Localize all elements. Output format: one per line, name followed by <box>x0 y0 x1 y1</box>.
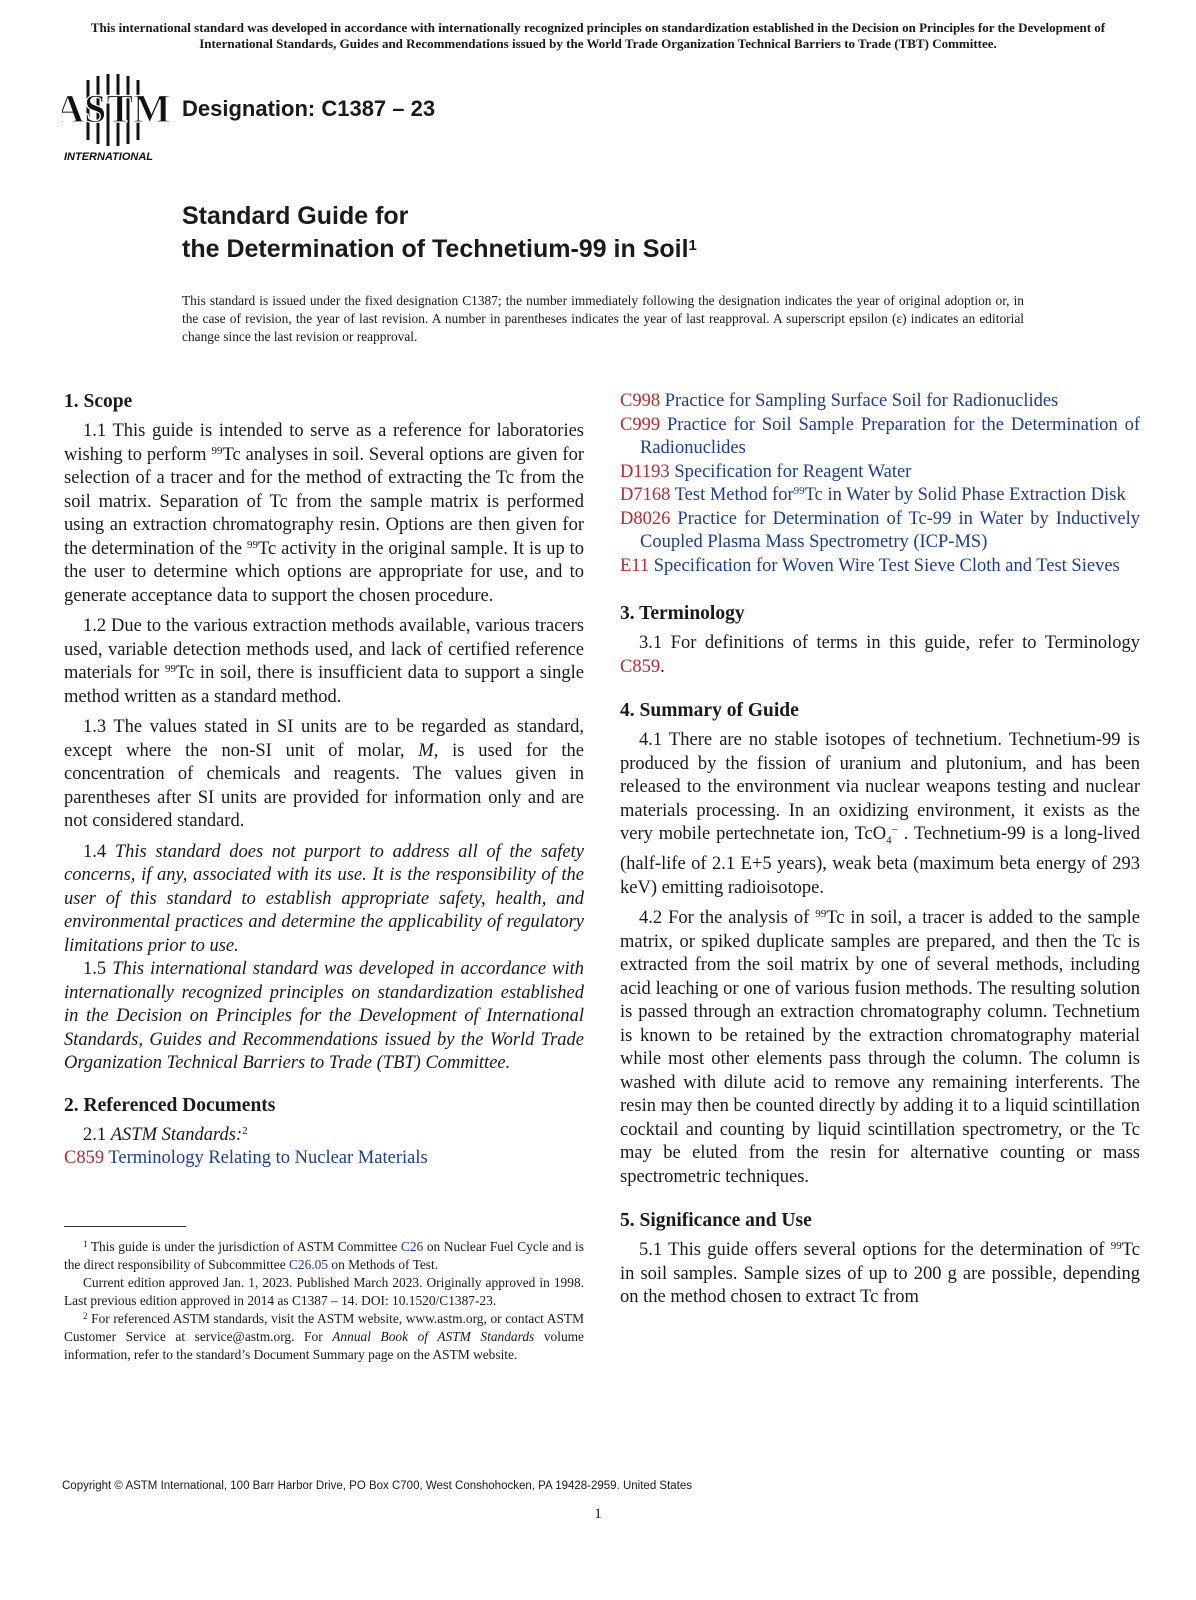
link-c26[interactable]: C26 <box>400 1239 424 1254</box>
page-title <box>182 200 697 266</box>
terminology-3-1: 3.1 For definitions of terms in this guide, refer to Terminology C859. <box>620 633 1140 677</box>
significance-5-1: 5.1 This guide offers several options for the determination of $^{99}$Tc in soil samples. Sample sizes of up to 200 g are possible, depending on the method chosen to extract Tc from <box>620 1240 1140 1308</box>
scope-1-4: 1.4 This standard does not purport to address all of the safety concerns, if any, associated with its use. It is the responsibility of the user of this standard to establish appropriate safety, health, and environmental practices and determine the applicability of regulatory limitations prior to use. <box>64 841 584 956</box>
issue-note: This standard is issued under the fixed designation C1387; the number immediately following the designation indicates the year of original adoption or, in the case of revision, the year of last revision. A number in parentheses indicates the year of last reapproval. A superscript epsilon (ε) indicates an editorial change since the last revision or reapproval. <box>182 293 1024 344</box>
ref-c999[interactable]: C999 Practice for Soil Sample Preparation for the Determination of Radionuclides <box>620 414 1140 458</box>
link-c2605[interactable]: C26.05 <box>289 1257 329 1272</box>
title-line-1: Standard Guide for <box>182 202 409 230</box>
significance-heading: 5. Significance and Use <box>620 1210 812 1232</box>
footnote-1-edition: Current edition approved Jan. 1, 2023. Published March 2023. Originally approved in 1998. Last previous edition approved in 2014 as C1387 – 14. DOI: 10.1520/C1387-23. <box>64 1275 584 1308</box>
logo-subtext: INTERNATIONAL <box>64 151 154 163</box>
footnote-2: $^2$ For referenced ASTM standards, visit the ASTM website, www.astm.org, or contact ASTM Customer Service at service@astm.org. For Annual Book of ASTM Standards volume information, refer to the standard’s Document Summary page on the ASTM website. <box>64 1311 584 1362</box>
designation: Designation: C1387 – 23 <box>182 96 436 121</box>
astm-standards-label: 2.1 ASTM Standards:$^2$ <box>83 1124 248 1145</box>
logo-text: ASTM <box>62 86 170 131</box>
ref-d1193[interactable]: D1193 Specification for Reagent Water <box>620 461 912 482</box>
title-footnote-mark: 1 <box>688 237 697 254</box>
left-column <box>64 390 584 1171</box>
footnotes <box>64 1238 584 1364</box>
ref-e11[interactable]: E11 Specification for Woven Wire Test Sieve Cloth and Test Sieves <box>620 555 1120 576</box>
ref-d8026[interactable]: D8026 Practice for Determination of Tc-99 in Water by Inductively Coupled Plasma Mass Spectrometry (ICP-MS) <box>620 508 1141 552</box>
scope-1-1: 1.1 This guide is intended to serve as a reference for laboratories wishing to perform $^{99}$Tc analyses in soil. Several options are given for selection of a tracer and for the method of extracting the Tc from the soil matrix. Separation of Tc from the sample matrix is performed using an extraction chromatography resin. Options are then given for the determination of the $^{99}$Tc activity in the original sample. It is up to the user to determine which options are appropriate for use, and to generate acceptance data to support the chosen procedure. <box>64 421 585 606</box>
ref-c998[interactable]: C998 Practice for Sampling Surface Soil for Radionuclides <box>620 391 1059 411</box>
summary-4-2: 4.2 For the analysis of $^{99}$Tc in soil, a tracer is added to the sample matrix, or spiked duplicate samples are prepared, and then the Tc is extracted from the soil matrix by one of several methods, including acid leaching or one of various fusion methods. The resulting solution is passed through an extraction chromatography column. Technetium is known to be retained by the extraction chromatography material while most other elements pass through the column. The column is washed with dilute acid to remove any remaining interferents. The resin may then be counted directly by adding it to a liquid scintillation cocktail and counting by liquid scintillation spectrometry, or the Tc may be eluted from the resin for alternative counting or mass spectrometric techniques. <box>620 908 1140 1187</box>
title-line-2: the Determination of Technetium-99 in Soil <box>182 235 689 263</box>
astm-logo-icon <box>62 70 170 166</box>
footnote-1: $^1$ This guide is under the jurisdiction of ASTM Committee C26 on Nuclear Fuel Cycle and is the direct responsibility of Subcommittee C26.05 on Methods of Test. <box>64 1239 584 1272</box>
summary-heading: 4. Summary of Guide <box>620 700 799 721</box>
header-notice: This international standard was developed in accordance with internationally recognized principles on standardization established in the Decision on Principles for the Development of International Standards, Guides and Recommendations issued by the World Trade Organization Technical Barriers to Trade (TBT) Committee. <box>90 20 1106 51</box>
link-c859[interactable]: C859 <box>620 656 661 677</box>
ref-c859[interactable]: C859 Terminology Relating to Nuclear Materials <box>64 1148 428 1168</box>
copyright: Copyright © ASTM International, 100 Barr Harbor Drive, PO Box C700, West Conshohocken, PA 19428-2959. United States <box>62 1480 693 1492</box>
scope-1-2: 1.2 Due to the various extraction methods available, various tracers used, variable detection methods used, and lack of certified reference materials for $^{99}$Tc in soil, there is insufficient data to support a single method written as a standard method. <box>64 616 584 707</box>
footnote-rule <box>64 1226 186 1227</box>
scope-1-3: 1.3 The values stated in SI units are to be regarded as standard, except where the non-SI unit of molar, M, is used for the concentration of chemicals and reagents. The values given in parentheses after SI units are provided for information only and are not considered standard. <box>64 717 584 831</box>
ref-d7168[interactable]: D7168 Test Method for$^{99}$Tc in Water by Solid Phase Extraction Disk <box>620 485 1126 505</box>
page-number: 1 <box>594 1506 602 1522</box>
scope-1-5: 1.5 This international standard was developed in accordance with internationally recognized principles on standardization established in the Decision on Principles for the Development of International Standards, Guides and Recommendations issued by the World Trade Organization Technical Barriers to Trade (TBT) Committee. <box>64 959 585 1073</box>
referenced-documents-heading: 2. Referenced Documents <box>64 1094 276 1116</box>
terminology-heading: 3. Terminology <box>620 603 745 624</box>
scope-heading: 1. Scope <box>64 391 133 412</box>
right-column <box>620 390 1140 1310</box>
summary-4-1: 4.1 There are no stable isotopes of technetium. Technetium-99 is produced by the fission of uranium and plutonium, and has been released to the environment via nuclear weapons testing and nuclear materials processing. In an oxidizing environment, it exists as the very mobile pertechnetate ion, TcO$_4$− . Technetium-99 is a long-lived (half-life of 2.1 E+5 years), weak beta (maximum beta energy of 293 keV) emitting radioisotope. <box>620 730 1140 898</box>
